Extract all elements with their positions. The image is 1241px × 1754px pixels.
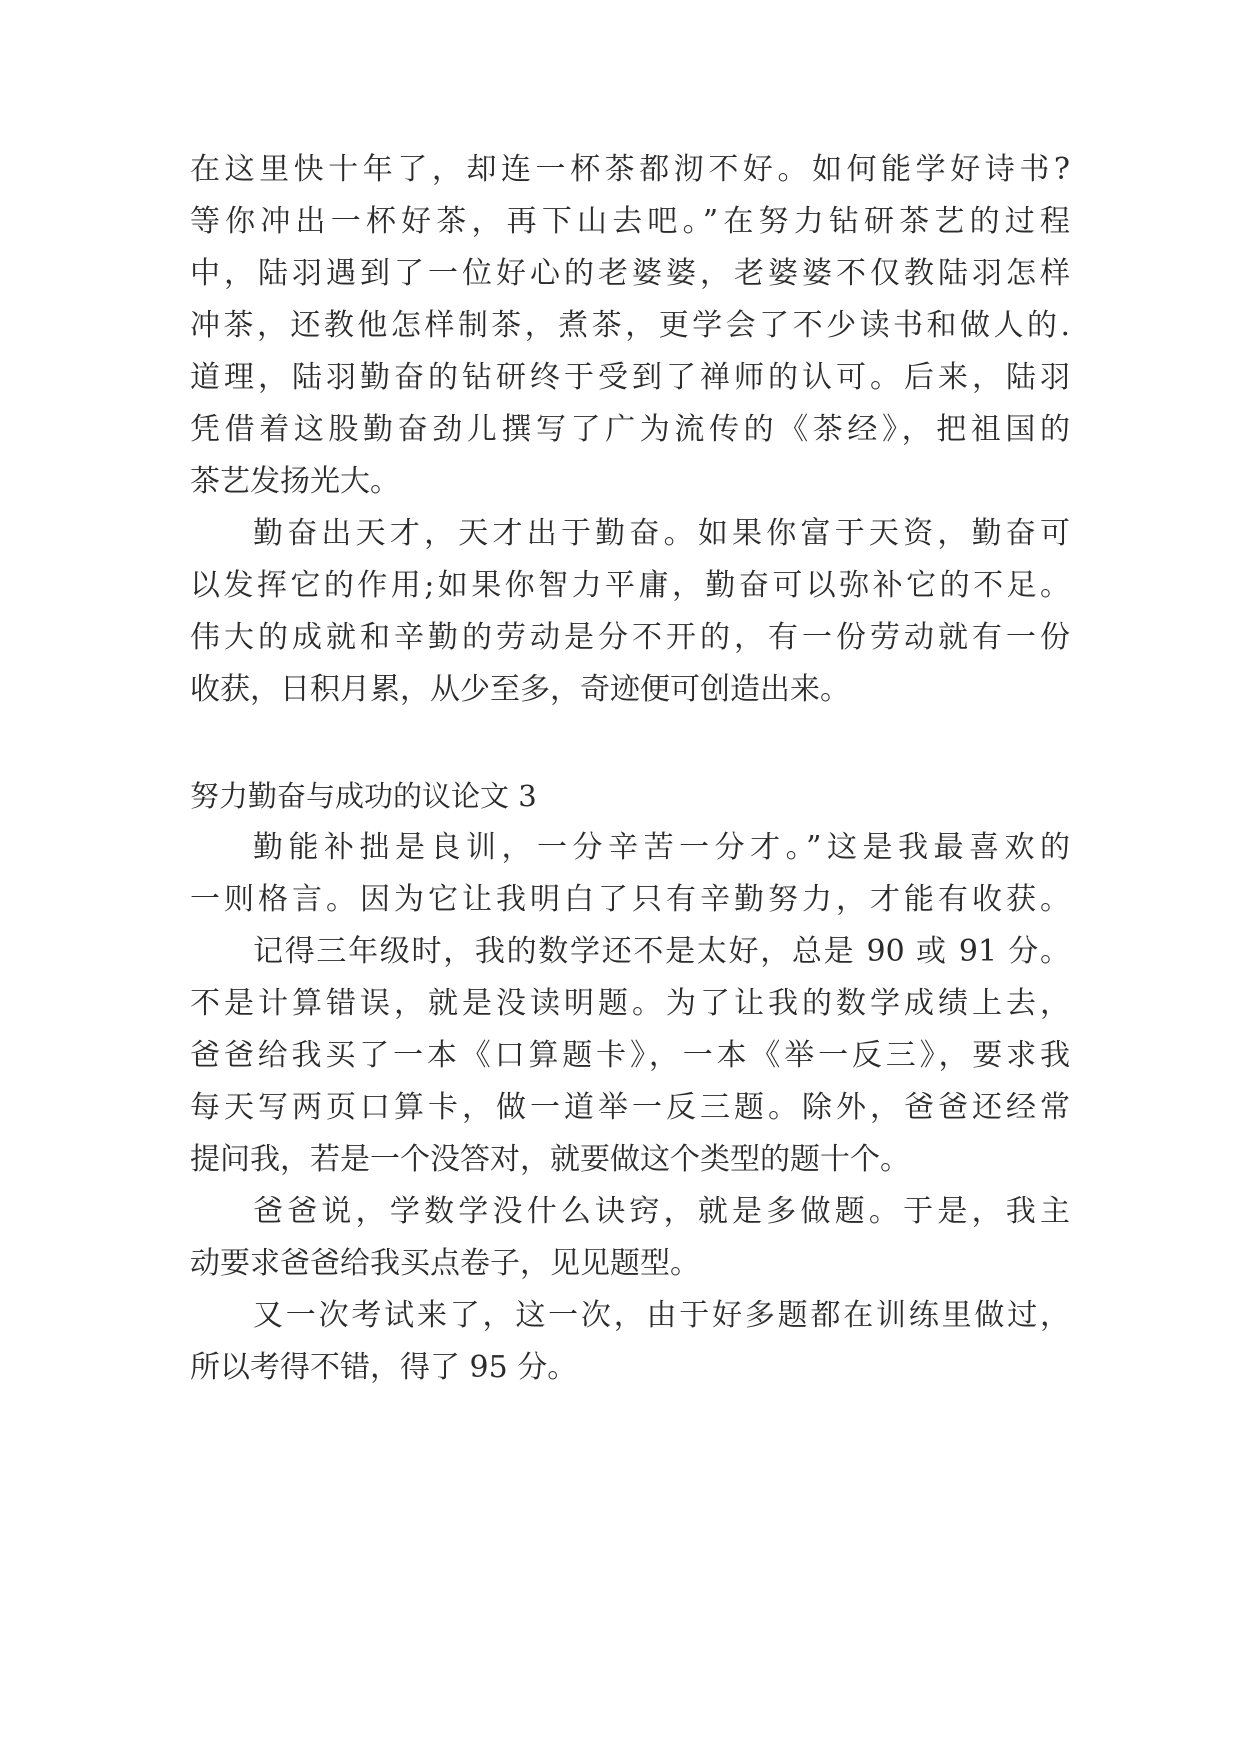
paragraph-line: 等你冲出一杯好茶，再下山去吧。”在努力钻研茶艺的过程 bbox=[190, 204, 1070, 239]
paragraph-line: 动要求爸爸给我买点卷子，见见题型。 bbox=[190, 1246, 700, 1281]
paragraph-line: 在这里快十年了，却连一杯茶都沏不好。如何能学好诗书? bbox=[190, 152, 1070, 187]
paragraph-line: 冲茶，还教他怎样制茶，煮茶，更学会了不少读书和做人的. bbox=[190, 308, 1070, 343]
paragraph-line: 爸爸给我买了一本《口算题卡》，一本《举一反三》，要求我 bbox=[190, 1038, 1070, 1073]
paragraph-line: 茶艺发扬光大。 bbox=[190, 464, 400, 499]
paragraph-line: 中，陆羽遇到了一位好心的老婆婆，老婆婆不仅教陆羽怎样 bbox=[190, 256, 1070, 291]
paragraph-line: 每天写两页口算卡，做一道举一反三题。除外，爸爸还经常 bbox=[190, 1090, 1070, 1125]
paragraph-line: 不是计算错误，就是没读明题。为了让我的数学成绩上去， bbox=[190, 986, 1070, 1021]
section-heading: 努力勤奋与成功的议论文 3 bbox=[190, 779, 537, 813]
paragraph-line: 所以考得不错，得了 95 分。 bbox=[190, 1350, 578, 1385]
paragraph-line: 一则格言。因为它让我明白了只有辛勤努力，才能有收获。 bbox=[190, 882, 1070, 917]
paragraph-line: 以发挥它的作用;如果你智力平庸，勤奋可以弥补它的不足。 bbox=[190, 568, 1070, 603]
paragraph-line: 提问我，若是一个没答对，就要做这个类型的题十个。 bbox=[190, 1142, 910, 1177]
paragraph-line: 伟大的成就和辛勤的劳动是分不开的，有一份劳动就有一份 bbox=[190, 620, 1070, 655]
paragraph-line: 勤奋出天才，天才出于勤奋。如果你富于天资，勤奋可 bbox=[253, 516, 1070, 551]
paragraph-line: 勤能补拙是良训，一分辛苦一分才。”这是我最喜欢的 bbox=[253, 830, 1070, 865]
paragraph-line: 爸爸说，学数学没什么诀窍，就是多做题。于是，我主 bbox=[253, 1194, 1070, 1229]
paragraph-line: 凭借着这股勤奋劲儿撰写了广为流传的《茶经》，把祖国的 bbox=[190, 412, 1070, 447]
paragraph-line: 又一次考试来了，这一次，由于好多题都在训练里做过， bbox=[253, 1298, 1070, 1333]
paragraph-line: 道理，陆羽勤奋的钻研终于受到了禅师的认可。后来，陆羽 bbox=[190, 360, 1070, 395]
paragraph-line: 收获，日积月累，从少至多，奇迹便可创造出来。 bbox=[190, 672, 850, 707]
paragraph-line: 记得三年级时，我的数学还不是太好，总是 90 或 91 分。 bbox=[253, 934, 1070, 969]
